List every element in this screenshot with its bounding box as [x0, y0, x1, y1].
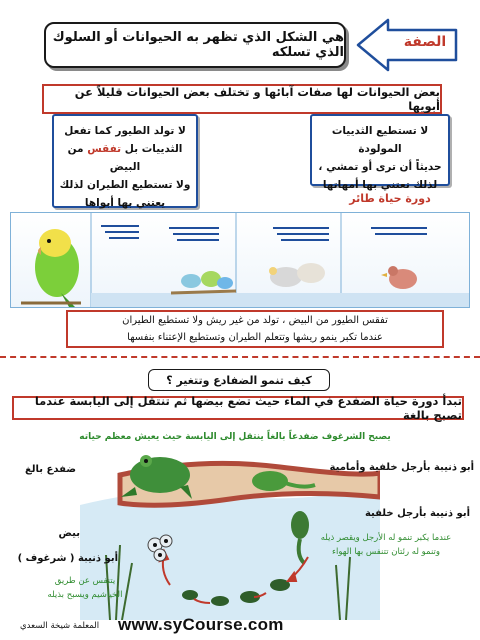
birds-line-4: يعتني بها أبواها [84, 197, 166, 209]
frog-question: كيف تنمو الضفادع وتتغير ؟ [148, 369, 330, 391]
birds-info-box [52, 114, 198, 208]
birds-line-2: الثدييات بل تفقس من البيض [67, 143, 183, 173]
definition-box [44, 22, 346, 68]
mammals-line-1: لا تستطيع الثدييات المولودة [331, 125, 429, 155]
birds-line-3: ولا تستطيع الطيران لذلك [59, 179, 191, 191]
frog-note: يصبح الشرغوف ضفدعاً بالغاً ينتقل إلى اليابسة حيث يعيش معظم حياته [79, 432, 391, 442]
intro-box [42, 84, 442, 114]
bird-cycle-illustration [11, 213, 469, 307]
frog-statement-text: تبدأ دورة حياة الضفدع في الماء حيث تضع بيضها ثم تنتقل إلى اليابسة عندما تصبح بالغة [34, 394, 462, 422]
mammals-info-box [310, 114, 450, 191]
label-front-back-legs: أبو ذنيبة بأرجل خلفية وأمامية [329, 462, 474, 473]
website-watermark: www.syCourse.com [118, 615, 284, 634]
bird-cycle-title: دورة حياة طائر [349, 192, 431, 205]
summary-line-2: عندما تكبر ينمو ريشها وتتعلم الطيران وتستطيع الإعتناء بنفسها [127, 332, 383, 343]
hatchling-image [381, 266, 417, 289]
section-divider [0, 356, 480, 358]
label-back-legs: أبو ذنيبة بأرجل خلفية [364, 508, 470, 519]
birds-line-1: لا تولد الطيور كما تفعل [64, 125, 186, 137]
label-adult-frog: ضفدع بالغ [24, 464, 76, 475]
adult-budgie-image [21, 229, 81, 307]
young-budgies-image [171, 271, 236, 293]
fledgling-chicks-image [269, 263, 325, 287]
summary-line-1: تفقس الطيور من البيض ، تولد من غير ريش ولا تستطيع الطيران [122, 315, 388, 326]
growing-note: عندما يكبر تنمو له الأرجل ويقصر ذيله وتنمو له رئتان تتنفس بها الهواء [320, 533, 452, 557]
tadpole-breathing-note: يتنفس عن طريق الخياشيم ويسبح بذيله [47, 576, 123, 600]
term-label: الصفة [403, 34, 447, 50]
intro-text: بعض الحيوانات لها صفات آبائها و تختلف بعض الحيوانات قليلاً عن أبويها [74, 85, 440, 113]
label-eggs: بيض [58, 528, 80, 539]
hatch-word: تفقس [87, 143, 122, 155]
teacher-credit: المعلمة شيخة السعدي [20, 621, 100, 631]
frog-statement-box [12, 396, 464, 420]
mammals-line-2: حديثاً أن ترى أو تمشي ، [318, 161, 442, 173]
bird-life-cycle-strip [10, 212, 470, 308]
definition-text: هي الشكل الذي تظهر به الحيوانات أو السلوك الذي تسلكه [52, 30, 344, 60]
mammals-line-3: لذلك تعتني بها أمهاتها [322, 179, 438, 191]
bird-summary-box [66, 310, 444, 348]
label-tadpole: أبو ذنيبة ( شرغوف ) [17, 553, 118, 564]
